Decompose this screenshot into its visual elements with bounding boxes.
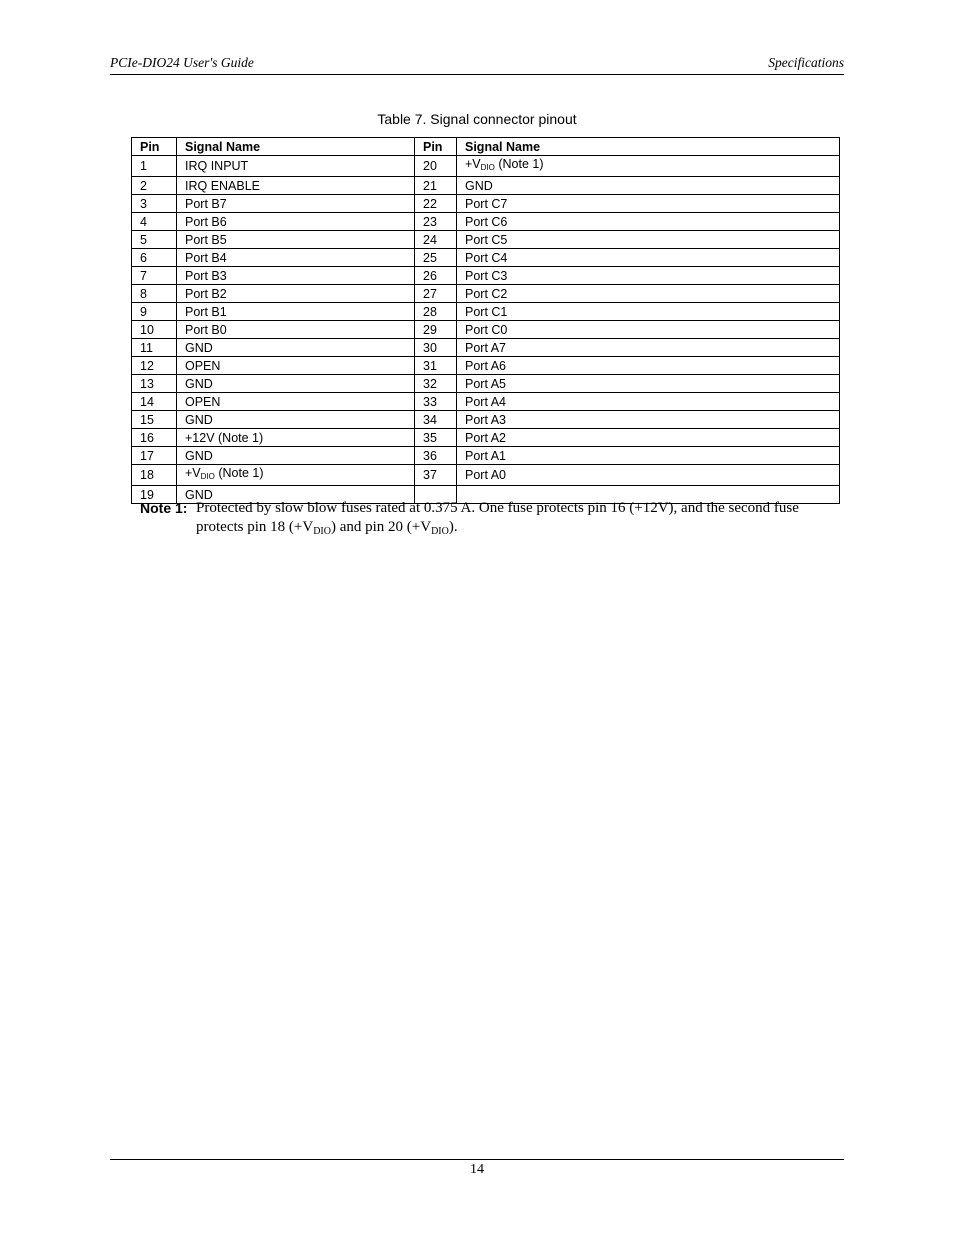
pin-cell: [415, 465, 457, 486]
table-row: [132, 339, 840, 357]
signal-name-cell: [177, 393, 415, 411]
cell-text: 34: [423, 412, 437, 427]
cell-text: Port B3: [185, 268, 227, 283]
cell-text: GND: [185, 340, 213, 355]
cell-text: 7: [140, 268, 147, 283]
table-row: [132, 411, 840, 429]
pin-cell: [415, 339, 457, 357]
signal-name-cell: [177, 429, 415, 447]
signal-name-cell: [457, 465, 840, 486]
cell-text: IRQ INPUT: [185, 159, 249, 173]
page-number: 14: [470, 1162, 484, 1177]
signal-name-cell: [177, 375, 415, 393]
note-text: [196, 499, 836, 541]
signal-name-cell: [457, 267, 840, 285]
table-row: [132, 447, 840, 465]
cell-text: 17: [140, 448, 154, 463]
pin-cell: [415, 213, 457, 231]
cell-text: 30: [423, 340, 437, 355]
signal-name-cell: [457, 339, 840, 357]
cell-text: 15: [140, 412, 154, 427]
cell-text: 31: [423, 358, 437, 373]
cell-subscript: DIO: [200, 472, 215, 481]
cell-text: Port A7: [465, 340, 506, 355]
pin-cell: [415, 411, 457, 429]
cell-text: 16: [140, 430, 154, 445]
table-row: [132, 213, 840, 231]
table-caption: Table 7. Signal connector pinout: [377, 111, 577, 127]
cell-text: 11: [140, 340, 153, 355]
cell-text: Port A1: [465, 448, 506, 463]
page-header: [110, 54, 844, 75]
pin-cell: [132, 213, 177, 231]
cell-text: Port C0: [465, 322, 508, 337]
signal-name-cell: [457, 156, 840, 177]
table-body: [132, 156, 840, 504]
pin-cell: [132, 177, 177, 195]
signal-name-cell: [457, 447, 840, 465]
signal-name-cell: [457, 429, 840, 447]
signal-name-cell: [177, 195, 415, 213]
signal-name-cell: [457, 195, 840, 213]
cell-suffix: (Note 1): [494, 157, 544, 171]
pin-cell: [132, 357, 177, 375]
note-text-part-1: Protected by slow blow fuses rated at 0.375 A. One fuse protects pin 16 (+12V), and the second fuse protects pin 18 (+V: [196, 500, 799, 535]
cell-text: 23: [423, 214, 437, 229]
cell-text: 1: [140, 159, 147, 173]
signal-name-cell: [457, 213, 840, 231]
cell-text: 9: [140, 304, 147, 319]
cell-text: 37: [423, 468, 437, 482]
cell-text: 20: [423, 159, 437, 173]
table-row: [132, 375, 840, 393]
table-row: [132, 156, 840, 177]
cell-suffix: (Note 1): [214, 466, 264, 480]
table-row: [132, 267, 840, 285]
pin-cell: [415, 375, 457, 393]
cell-text: 27: [423, 286, 437, 301]
cell-text: Port B5: [185, 232, 227, 247]
pin-cell: [415, 321, 457, 339]
cell-text: 14: [140, 394, 154, 409]
page-footer: [110, 1159, 844, 1178]
cell-text: 18: [140, 468, 154, 482]
cell-text: Port A3: [465, 412, 506, 427]
cell-text: Port A4: [465, 394, 506, 409]
pin-cell: [132, 267, 177, 285]
cell-text: Port A6: [465, 358, 506, 373]
signal-name-cell: [457, 357, 840, 375]
header-signal-name-2: Signal Name: [457, 138, 840, 156]
pin-cell: [415, 393, 457, 411]
pin-cell: [415, 447, 457, 465]
signal-name-cell: [177, 447, 415, 465]
cell-text: 36: [423, 448, 437, 463]
header-pin-2: Pin: [415, 138, 457, 156]
cell-text: 32: [423, 376, 437, 391]
pin-cell: [132, 429, 177, 447]
cell-text: Port A2: [465, 430, 506, 445]
pin-cell: [415, 231, 457, 249]
signal-name-cell: [457, 393, 840, 411]
signal-name-cell: [177, 357, 415, 375]
cell-text: 33: [423, 394, 437, 409]
cell-text: Port A0: [465, 468, 506, 482]
pin-cell: [132, 156, 177, 177]
pin-cell: [132, 447, 177, 465]
cell-text: Port C3: [465, 268, 508, 283]
cell-text: 28: [423, 304, 437, 319]
table-row: [132, 429, 840, 447]
cell-text: +V: [465, 157, 481, 171]
note-label: Note 1:: [140, 500, 188, 516]
note-subscript-1: DIO: [313, 526, 331, 537]
cell-text: Port B1: [185, 304, 227, 319]
cell-text: 29: [423, 322, 437, 337]
cell-text: Port C6: [465, 214, 508, 229]
pin-cell: [132, 375, 177, 393]
cell-text: Port B4: [185, 250, 227, 265]
signal-name-cell: [177, 303, 415, 321]
pin-cell: [415, 249, 457, 267]
cell-text: GND: [185, 448, 213, 463]
signal-name-cell: [177, 213, 415, 231]
cell-subscript: DIO: [480, 163, 495, 172]
table-row: [132, 357, 840, 375]
cell-text: 22: [423, 196, 437, 211]
table-row: [132, 465, 840, 486]
cell-text: 2: [140, 178, 147, 193]
signal-name-cell: [177, 156, 415, 177]
pin-cell: [415, 177, 457, 195]
cell-text: Port A5: [465, 376, 506, 391]
signal-name-cell: [457, 177, 840, 195]
cell-text: Port C7: [465, 196, 508, 211]
pin-cell: [132, 339, 177, 357]
signal-name-cell: [457, 285, 840, 303]
cell-text: OPEN: [185, 358, 221, 373]
cell-text: Port C5: [465, 232, 508, 247]
cell-text: Port C4: [465, 250, 508, 265]
pin-cell: [415, 429, 457, 447]
table-header-row: [132, 138, 840, 156]
signal-name-cell: [177, 465, 415, 486]
note-text-part-3: ).: [448, 519, 458, 535]
signal-name-cell: [457, 321, 840, 339]
cell-text: Port B2: [185, 286, 227, 301]
cell-text: 21: [423, 178, 437, 193]
pin-cell: [132, 465, 177, 486]
cell-text: IRQ ENABLE: [185, 178, 261, 193]
cell-text: GND: [185, 376, 213, 391]
pin-cell: [132, 195, 177, 213]
cell-text: 3: [140, 196, 147, 211]
cell-text: 19: [140, 487, 154, 502]
cell-text: 10: [140, 322, 154, 337]
cell-text: Port C1: [465, 304, 508, 319]
cell-text: Port B6: [185, 214, 227, 229]
cell-text: 24: [423, 232, 437, 247]
cell-text: 26: [423, 268, 437, 283]
signal-name-cell: [177, 321, 415, 339]
cell-text: GND: [185, 487, 213, 502]
note-subscript-2: DIO: [431, 526, 449, 537]
pin-cell: [132, 321, 177, 339]
pin-cell: [415, 285, 457, 303]
cell-text: Port B0: [185, 322, 227, 337]
signal-name-cell: [177, 285, 415, 303]
signal-name-cell: [457, 375, 840, 393]
table-row: [132, 249, 840, 267]
cell-text: Port C2: [465, 286, 508, 301]
pin-cell: [132, 393, 177, 411]
cell-text: Port B7: [185, 196, 227, 211]
cell-text: 35: [423, 430, 437, 445]
table-row: [132, 195, 840, 213]
pin-cell: [132, 411, 177, 429]
cell-text: OPEN: [185, 394, 221, 409]
cell-text: 13: [140, 376, 154, 391]
table-row: [132, 321, 840, 339]
pin-cell: [132, 231, 177, 249]
signal-name-cell: [177, 249, 415, 267]
cell-text: 25: [423, 250, 437, 265]
table-row: [132, 231, 840, 249]
header-signal-name-1: Signal Name: [177, 138, 415, 156]
pin-cell: [415, 195, 457, 213]
cell-text: +12V (Note 1): [185, 430, 264, 445]
cell-text: GND: [185, 412, 213, 427]
signal-name-cell: [177, 411, 415, 429]
table-row: [132, 177, 840, 195]
pin-cell: [132, 303, 177, 321]
pin-cell: [415, 156, 457, 177]
pin-cell: [132, 249, 177, 267]
signal-name-cell: [177, 339, 415, 357]
cell-text: 4: [140, 214, 147, 229]
pin-cell: [132, 285, 177, 303]
note-text-part-2: ) and pin 20 (+V: [330, 519, 432, 535]
pin-cell: [415, 303, 457, 321]
table-row: [132, 393, 840, 411]
pin-cell: [415, 357, 457, 375]
pin-cell: [415, 267, 457, 285]
cell-text: GND: [465, 178, 493, 193]
cell-text: 6: [140, 250, 147, 265]
signal-connector-pinout-table: [131, 137, 840, 504]
table-row: [132, 285, 840, 303]
header-section-title: Specifications: [768, 55, 844, 70]
signal-name-cell: [177, 267, 415, 285]
cell-text: 12: [140, 358, 154, 373]
signal-name-cell: [177, 231, 415, 249]
signal-name-cell: [457, 231, 840, 249]
signal-name-cell: [457, 303, 840, 321]
table-row: [132, 303, 840, 321]
cell-text: 5: [140, 232, 147, 247]
signal-name-cell: [457, 411, 840, 429]
cell-text: 8: [140, 286, 147, 301]
header-doc-title: PCIe-DIO24 User's Guide: [110, 55, 254, 70]
cell-text: +V: [185, 466, 201, 480]
signal-name-cell: [177, 177, 415, 195]
header-pin-1: Pin: [132, 138, 177, 156]
signal-name-cell: [457, 249, 840, 267]
